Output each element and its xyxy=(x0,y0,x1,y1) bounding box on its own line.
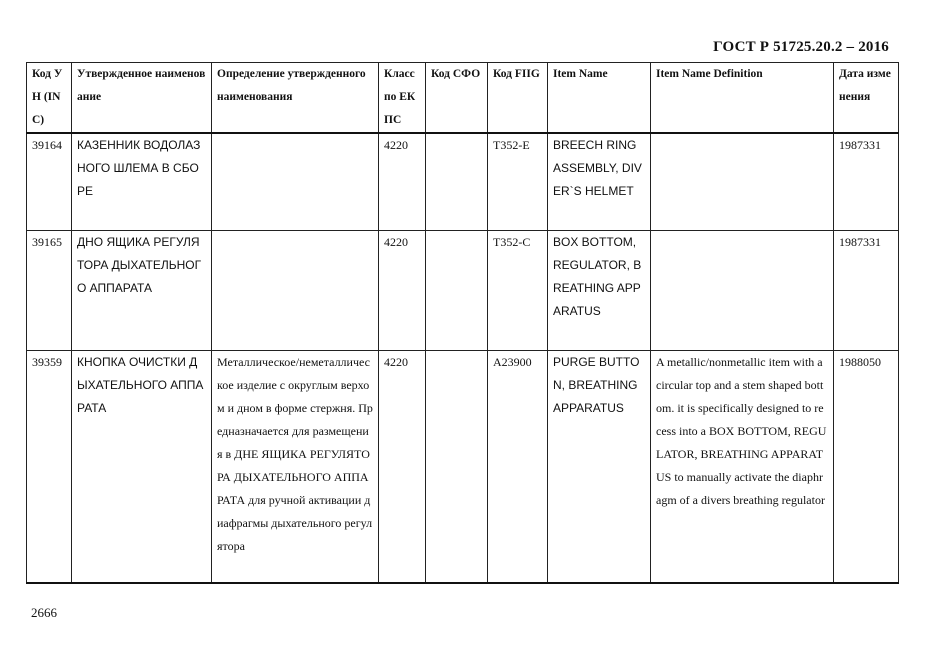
cell-item-name-definition xyxy=(651,133,834,230)
cell-item-name: BOX BOTTOM, REGULATOR, BREATHING APPARATUS xyxy=(548,230,651,350)
header-definition: Определение утвержденного наименования xyxy=(212,63,379,134)
cell-sfo xyxy=(426,350,488,583)
cell-item-name-definition xyxy=(651,230,834,350)
cell-sfo xyxy=(426,133,488,230)
header-item-name-definition: Item Name Definition xyxy=(651,63,834,134)
cell-date: 1987331 xyxy=(834,230,899,350)
cell-approved-name: КНОПКА ОЧИСТКИ ДЫХАТЕЛЬНОГО АППАРАТА xyxy=(72,350,212,583)
cell-inc: 39164 xyxy=(27,133,72,230)
cell-item-name: BREECH RING ASSEMBLY, DIVER`S HELMET xyxy=(548,133,651,230)
table-header-row xyxy=(27,63,899,134)
cell-ekps: 4220 xyxy=(379,133,426,230)
header-fiig: Код FIIG xyxy=(488,63,548,134)
table-row xyxy=(27,350,899,583)
header-inc: Код УН (INC) xyxy=(27,63,72,134)
cell-definition: Металлическое/неметаллическое изделие с округлым верхом и дном в форме стержня. Предназначается для размещения в ДНЕ ЯЩИКА РЕГУЛЯТОРА ДЫХАТЕЛЬНОГО АППАРАТА для ручной активации диафрагмы дыхательного регулятора xyxy=(212,350,379,583)
header-sfo: Код СФО xyxy=(426,63,488,134)
cell-date: 1988050 xyxy=(834,350,899,583)
cell-definition xyxy=(212,230,379,350)
cell-ekps: 4220 xyxy=(379,230,426,350)
page-number: 2666 xyxy=(31,605,57,620)
cell-approved-name: КАЗЕННИК ВОДОЛАЗНОГО ШЛЕМА В СБОРЕ xyxy=(72,133,212,230)
table-row xyxy=(27,133,899,230)
cell-inc: 39359 xyxy=(27,350,72,583)
cell-item-name-definition: A metallic/nonmetallic item with a circular top and a stem shaped bottom. it is specifically designed to recess into a BOX BOTTOM, REGULATOR, BREATHING APPARATUS to manually activate the diaphragm of a divers breathing regulator xyxy=(651,350,834,583)
cell-ekps: 4220 xyxy=(379,350,426,583)
header-approved-name: Утвержденное наименование xyxy=(72,63,212,134)
document-code: ГОСТ Р 51725.20.2 – 2016 xyxy=(713,39,889,55)
header-ekps: Класс по ЕКПС xyxy=(379,63,426,134)
header-item-name: Item Name xyxy=(548,63,651,134)
catalog-table xyxy=(26,62,899,584)
cell-definition xyxy=(212,133,379,230)
cell-inc: 39165 xyxy=(27,230,72,350)
header-date: Дата изменения xyxy=(834,63,899,134)
cell-date: 1987331 xyxy=(834,133,899,230)
cell-fiig: T352-E xyxy=(488,133,548,230)
table-row xyxy=(27,230,899,350)
cell-fiig: A23900 xyxy=(488,350,548,583)
cell-fiig: T352-C xyxy=(488,230,548,350)
cell-sfo xyxy=(426,230,488,350)
cell-item-name: PURGE BUTTON, BREATHING APPARATUS xyxy=(548,350,651,583)
cell-approved-name: ДНО ЯЩИКА РЕГУЛЯТОРА ДЫХАТЕЛЬНОГО АППАРАТА xyxy=(72,230,212,350)
